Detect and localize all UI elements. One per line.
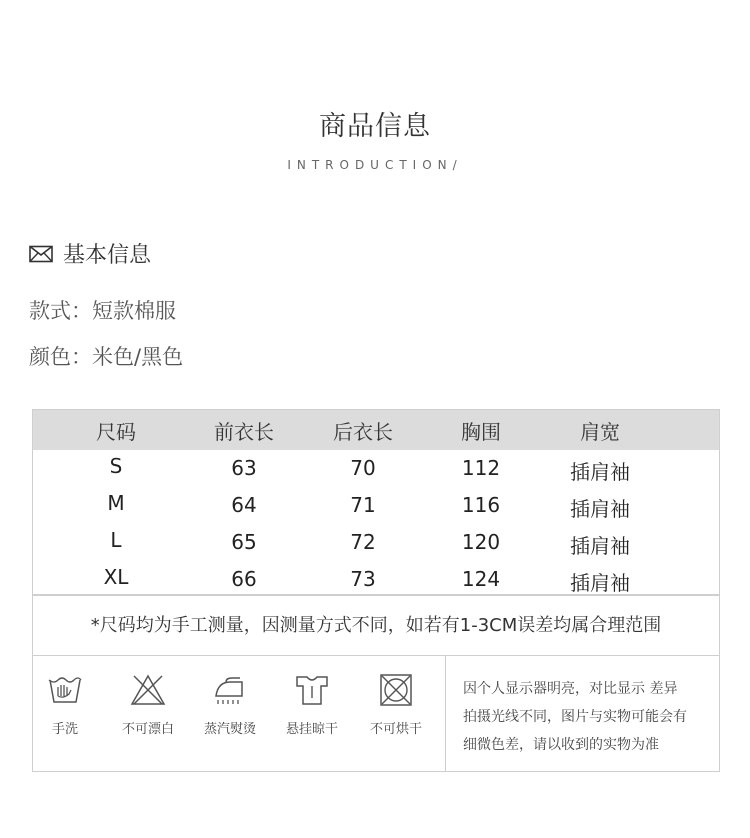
disclaimer-line: 拍摄光线不同，图片与实物可能会有: [463, 709, 687, 725]
basic-info-heading: [29, 238, 151, 269]
table-cell: 72: [350, 530, 376, 554]
page-title: 商品信息: [319, 111, 431, 142]
table-cell: 73: [350, 567, 376, 591]
table-cell: 66: [231, 567, 257, 591]
table-cell: 112: [461, 456, 501, 480]
care-label: 不可漂白: [121, 722, 174, 737]
steam-iron-icon: [212, 674, 248, 706]
table-cell: M: [107, 491, 125, 515]
table-cell: 插肩袖: [570, 571, 630, 595]
col-header-shoulder: 肩宽: [580, 420, 620, 444]
care-panel: [32, 655, 720, 772]
table-cell: 120: [461, 530, 501, 554]
no-tumble-dry-icon: [378, 674, 414, 706]
color-disclaimer: [463, 675, 713, 759]
col-header-front-length: 前衣长: [214, 420, 274, 444]
basic-info-label: 基本信息: [63, 243, 152, 268]
color-line: 颜色：米色/黑色: [29, 345, 184, 369]
table-cell: 70: [350, 456, 376, 480]
size-table-header: [33, 410, 719, 450]
table-cell: 116: [461, 493, 501, 517]
table-cell: 插肩袖: [570, 534, 630, 558]
hand-wash-icon: [47, 674, 83, 706]
care-item-no-tumble-dry: [361, 674, 431, 737]
col-header-size: 尺码: [96, 420, 136, 444]
care-label: 悬挂晾干: [285, 722, 338, 737]
col-header-back-length: 后衣长: [333, 420, 393, 444]
measurement-note: *尺码均为手工测量，因测量方式不同，如若有1-3CM误差均属合理范围: [32, 595, 720, 656]
hang-dry-icon: [294, 674, 330, 706]
table-cell: S: [109, 454, 123, 478]
table-cell: 124: [461, 567, 501, 591]
care-label: 不可烘干: [369, 722, 422, 737]
table-cell: 71: [350, 493, 376, 517]
table-cell: 64: [231, 493, 257, 517]
table-cell: 插肩袖: [570, 497, 630, 521]
col-header-chest: 胸围: [461, 420, 501, 444]
care-label: 手洗: [51, 722, 78, 737]
care-item-steam-iron: [195, 674, 265, 737]
disclaimer-line: 因个人显示器明亮，对比显示 差异: [463, 681, 678, 697]
table-cell: 65: [231, 530, 257, 554]
mail-icon: [29, 245, 53, 263]
page-subtitle: INTRODUCTION/: [287, 158, 463, 172]
style-line: 款式：短款棉服: [29, 299, 176, 323]
table-cell: 63: [231, 456, 257, 480]
care-divider: [445, 656, 446, 771]
care-item-hang-dry: [277, 674, 347, 737]
care-item-hand-wash: [30, 674, 100, 737]
care-label: 蒸汽熨烫: [203, 722, 256, 737]
size-table: [32, 409, 720, 595]
no-bleach-icon: [130, 674, 166, 706]
table-cell: XL: [103, 565, 129, 589]
disclaimer-line: 细微色差，请以收到的实物为准: [463, 737, 659, 753]
care-item-no-bleach: [113, 674, 183, 737]
table-cell: 插肩袖: [570, 460, 630, 484]
table-cell: L: [110, 528, 122, 552]
